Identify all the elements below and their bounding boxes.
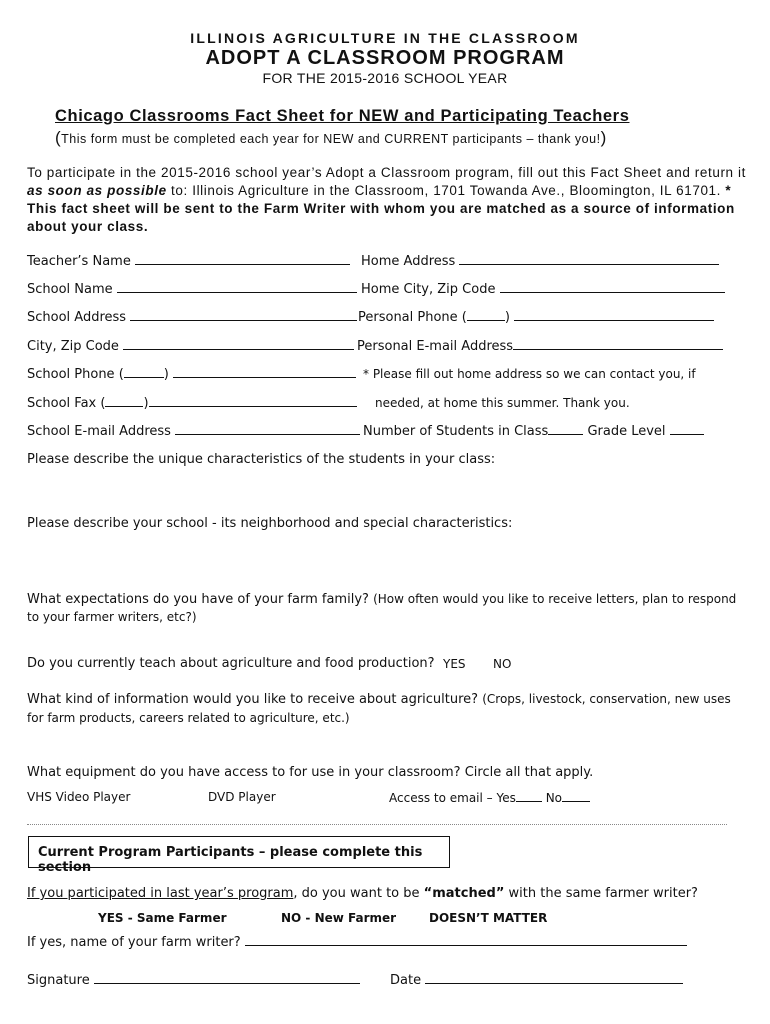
personal-phone-input[interactable] [514, 309, 714, 321]
personal-email-input[interactable] [513, 338, 723, 350]
date-field: Date [390, 972, 683, 988]
yes-same-farmer-option[interactable]: YES - Same Farmer [98, 911, 227, 925]
home-address-note-1: * Please fill out home address so we can contact you, if [363, 367, 696, 381]
teacher-name-field: Teacher’s Name [27, 253, 350, 269]
personal-email-field: Personal E-mail Address [357, 338, 723, 354]
farm-writer-field: If yes, name of your farm writer? [27, 934, 687, 950]
school-address-field: School Address [27, 309, 357, 325]
school-address-input[interactable] [130, 309, 357, 321]
school-email-field: School E-mail Address [27, 423, 360, 439]
teach-ag-question: Do you currently teach about agriculture and food production? [27, 656, 435, 671]
program-title: ADOPT A CLASSROOM PROGRAM [205, 47, 565, 69]
signature-input[interactable] [94, 972, 360, 984]
info-detail: for farm products, careers related to agriculture, etc.) [27, 711, 350, 725]
personal-phone-field: Personal Phone ( ) [358, 309, 714, 325]
current-participants-box [28, 836, 450, 875]
section-divider [27, 824, 727, 825]
home-address-input[interactable] [459, 253, 719, 265]
vhs-option[interactable]: VHS Video Player [27, 790, 131, 804]
doesnt-matter-option[interactable]: DOESN’T MATTER [429, 911, 548, 925]
city-zip-field: City, Zip Code [27, 338, 354, 354]
signature-field: Signature [27, 972, 360, 988]
school-name-field: School Name [27, 281, 357, 297]
dvd-option[interactable]: DVD Player [208, 790, 276, 804]
current-participants-label: Current Program Participants – please complete this section [38, 845, 423, 875]
school-name-input[interactable] [117, 281, 357, 293]
email-no-input[interactable] [562, 790, 590, 802]
farm-writer-input[interactable] [245, 934, 687, 946]
school-phone-area-input[interactable] [124, 366, 164, 378]
personal-phone-area-input[interactable] [467, 309, 505, 321]
school-fax-input[interactable] [149, 395, 357, 407]
city-zip-input[interactable] [123, 338, 354, 350]
home-city-zip-input[interactable] [500, 281, 725, 293]
school-email-input[interactable] [175, 423, 360, 435]
email-yes-input[interactable] [516, 790, 542, 802]
school-phone-input[interactable] [173, 366, 356, 378]
email-access-option: Access to email – Yes No [389, 790, 590, 805]
date-input[interactable] [425, 972, 683, 984]
intro-paragraph: To participate in the 2015-2016 school year’s Adopt a Classroom program, fill out this Fact Sheet and return it as soon as possible to: Illinois Agriculture in the Classroom, 1701 Towanda Ave., Bloomington, IL 61701. * This fact sheet will be sent to the Farm Writer with whom you are matched as a source of information about your class. [27, 165, 746, 234]
school-fax-field: School Fax ( ) [27, 395, 357, 411]
school-fax-area-input[interactable] [105, 395, 143, 407]
no-new-farmer-option[interactable]: NO - New Farmer [281, 911, 397, 925]
org-title: ILLINOIS AGRICULTURE IN THE CLASSROOM [190, 30, 580, 46]
expectations-detail: to your farmer writers, etc?) [27, 610, 197, 624]
info-question: What kind of information would you like to receive about agriculture? (Crops, livestock, conservation, new uses [27, 692, 731, 707]
fact-sheet-title: Chicago Classrooms Fact Sheet for NEW and Participating Teachers [55, 107, 630, 125]
students-question: Please describe the unique characteristics of the students in your class: [27, 452, 496, 467]
school-phone-field: School Phone ( ) [27, 366, 356, 382]
home-city-zip-field: Home City, Zip Code [361, 281, 725, 297]
home-address-field: Home Address [361, 253, 719, 269]
teach-ag-no-option[interactable]: NO [493, 657, 512, 671]
home-address-note-2: needed, at home this summer. Thank you. [375, 396, 630, 410]
grade-level-input[interactable] [670, 423, 704, 435]
teach-ag-yes-option[interactable]: YES [443, 657, 466, 671]
class-info-field: Number of Students in Class Grade Level [363, 423, 704, 439]
school-year: FOR THE 2015-2016 SCHOOL YEAR [262, 70, 508, 86]
form-note: (This form must be completed each year for NEW and CURRENT participants – thank you!) [55, 128, 607, 147]
matched-question: If you participated in last year’s program, do you want to be “matched” with the same farmer writer? [27, 886, 698, 901]
teacher-name-input[interactable] [135, 253, 350, 265]
equipment-question: What equipment do you have access to for use in your classroom? Circle all that apply. [27, 765, 594, 780]
school-question: Please describe your school - its neighborhood and special characteristics: [27, 516, 513, 531]
expectations-question: What expectations do you have of your farm family? (How often would you like to receive letters, plan to respond [27, 592, 737, 607]
num-students-input[interactable] [548, 423, 583, 435]
